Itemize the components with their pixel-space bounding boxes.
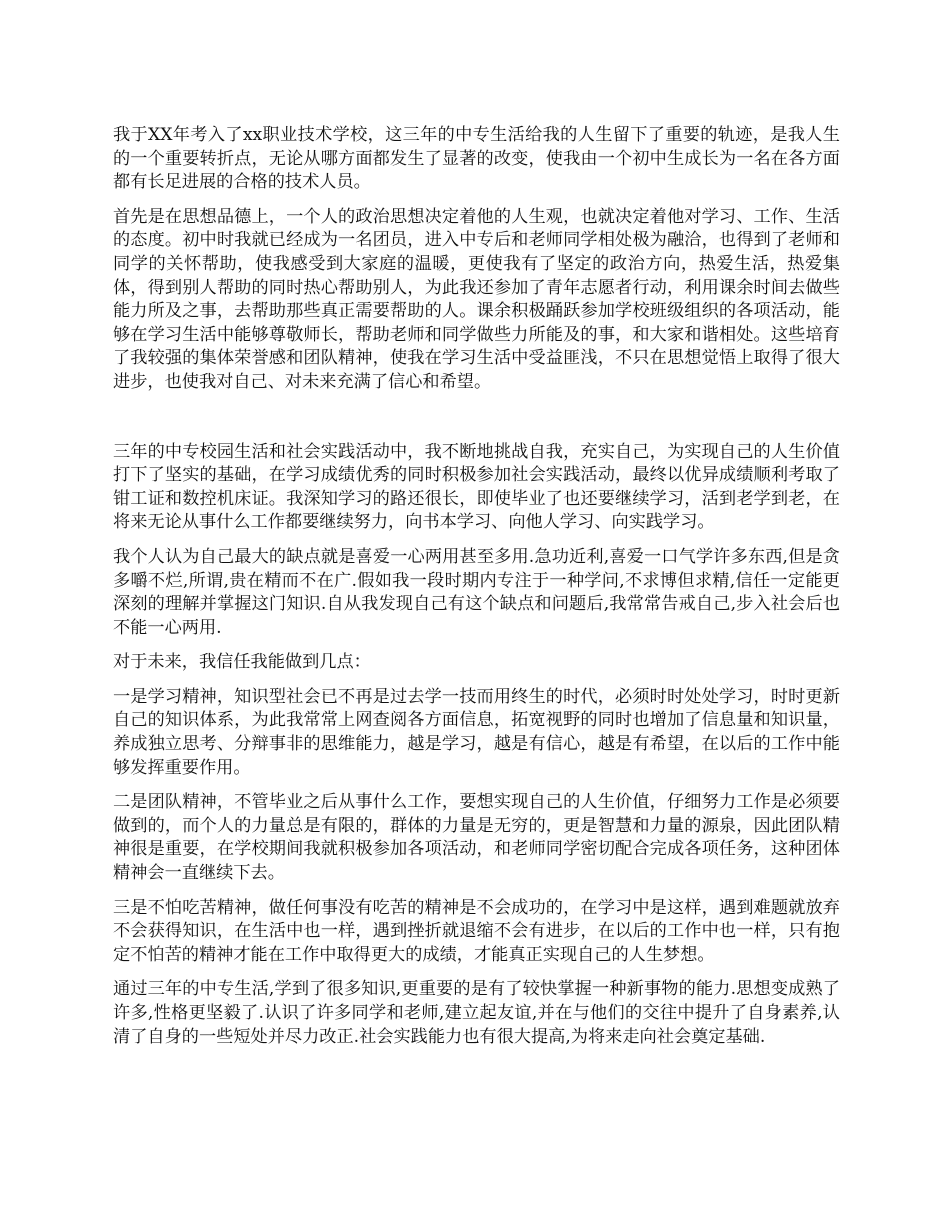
paragraph-ideology: 首先是在思想品德上，一个人的政治思想决定着他的人生观，也就决定着他对学习、工作、生活的态度。初中时我就已经成为一名团员，进入中专后和老师同学相处极为融洽，也得到了老师和同学的关怀帮助，使我感受到大家庭的温暖，更使我有了坚定的政治方向，热爱生活，热爱集体，得到别人帮助的同时热心帮助别人，为此我还参加了青年志愿者行动，利用课余时间去做些能力所及之事，去帮助那些真正需要帮助的人。课余积极踊跃参加学校班级组织的各项活动，能够在学习生活中能够尊敬师长，帮助老师和同学做些力所能及的事，和大家和谐相处。这些培育了我较强的集体荣誉感和团队精神，使我在学习生活中受益匪浅，不只在思想觉悟上取得了很大进步，也使我对自己、对未来充满了信心和希望。 xyxy=(113,206,840,392)
paragraph-learning-spirit: 一是学习精神，知识型社会已不再是过去学一技而用终生的时代，必须时时处处学习，时时更新自己的知识体系，为此我常常上网查阅各方面信息，拓宽视野的同时也增加了信息量和知识量，养成独立思考、分辩事非的思维能力，越是学习，越是有信心，越是有希望，在以后的工作中能够发挥重要作用。 xyxy=(113,686,840,778)
paragraph-team-spirit: 二是团队精神，不管毕业之后从事什么工作，要想实现自己的人生价值，仔细努力工作是必须要做到的，而个人的力量总是有限的，群体的力量是无穷的，更是智慧和力量的源泉，因此团队精神很是重要，在学校期间我就积极参加各项活动，和老师同学密切配合完成各项任务，这种团体精神会一直继续下去。 xyxy=(113,792,840,884)
paragraph-practice: 三年的中专校园生活和社会实践活动中，我不断地挑战自我，充实自己，为实现自己的人生价值打下了坚实的基础，在学习成绩优秀的同时积极参加社会实践活动，最终以优异成绩顺利考取了钳工证和数控机床证。我深知学习的路还很长，即使毕业了也还要继续学习，活到老学到老，在将来无论从事什么工作都要继续努力，向书本学习、向他人学习、向实践学习。 xyxy=(113,441,840,533)
paragraph-intro: 我于XX年考入了xx职业技术学校，这三年的中专生活给我的人生留下了重要的轨迹，是我人生的一个重要转折点，无论从哪方面都发生了显著的改变，使我由一个初中生成长为一名在各方面都有长足进展的合格的技术人员。 xyxy=(113,125,840,193)
paragraph-future-intro: 对于未来，我信任我能做到几点： xyxy=(113,652,371,673)
document-body xyxy=(113,124,840,1060)
paragraph-hardship-spirit: 三是不怕吃苦精神，做任何事没有吃苦的精神是不会成功的，在学习中是这样，遇到难题就放弃不会获得知识，在生活中也一样，遇到挫折就退缩不会有进步，在以后的工作中也一样，只有抱定不怕苦的精神才能在工作中取得更大的成绩，才能真正实现自己的人生梦想。 xyxy=(113,897,840,965)
paragraph-conclusion: 通过三年的中专生活,学到了很多知识,更重要的是有了较快掌握一种新事物的能力.思想变成熟了许多,性格更坚毅了.认识了许多同学和老师,建立起友谊,并在与他们的交往中提升了自身素养,认清了自身的一些短处并尽力改正.社会实践能力也有很大提高,为将来走向社会奠定基础. xyxy=(113,979,840,1047)
paragraph-shortcoming: 我个人认为自己最大的缺点就是喜爱一心两用甚至多用.急功近利,喜爱一口气学许多东西,但是贪多嚼不烂,所谓,贵在精而不在广.假如我一段时期内专注于一种学问,不求博但求精,信任一定能更深刻的理解并掌握这门知识.自从我发现自己有这个缺点和问题后,我常常告戒自己,步入社会后也不能一心两用. xyxy=(113,546,840,638)
